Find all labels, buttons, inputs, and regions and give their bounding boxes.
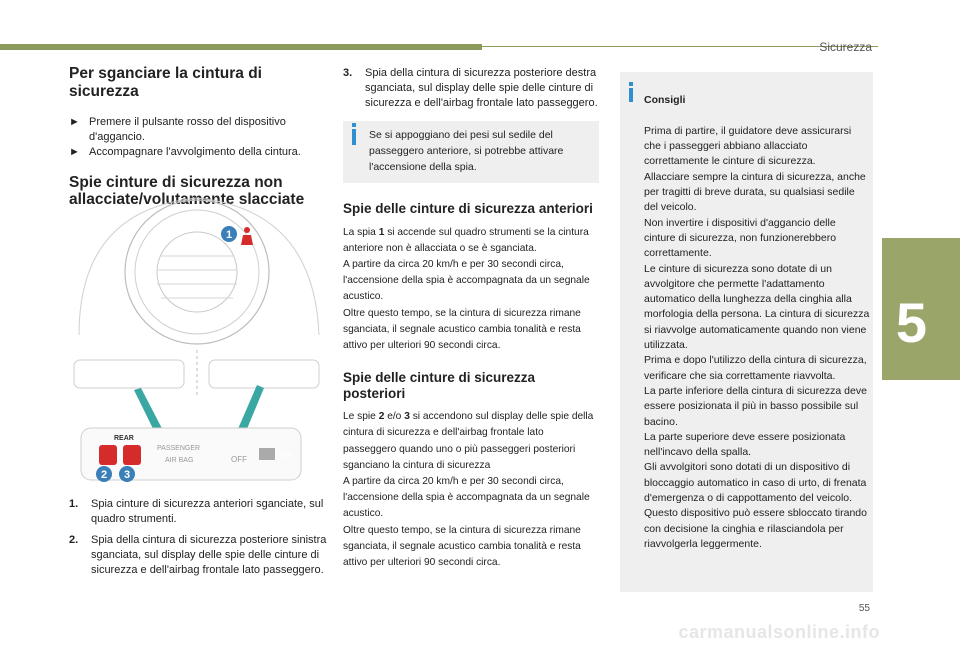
- legend-item: 3. Spia della cintura di sicurezza posteriore destra sganciata, sul display delle spie delle cinture di sicurezza e dell'airbag frontale lato passeggero.: [343, 67, 598, 109]
- info-icon: [629, 82, 633, 86]
- paragraph: Oltre questo tempo, se la cintura di sicurezza rimane sganciata, il segnale acustico cambia tonalità e resta attivo per ulteriori 90 secondi circa.: [343, 307, 581, 351]
- arrow-bullet-icon: ►: [69, 115, 80, 128]
- paragraph: Oltre questo tempo, se la cintura di sicurezza rimane sganciata, il segnale acustico cambia tonalità e resta attivo per ulteriori 90 secondi circa.: [343, 524, 581, 568]
- info-box: Se si appoggiano dei pesi sul sedile del passeggero anteriore, si potrebbe attivare l'accensione della spia.: [343, 121, 599, 183]
- svg-text:3: 3: [123, 469, 131, 481]
- rear-left-belt-lamp-icon: [99, 445, 117, 465]
- advice-box: [620, 72, 873, 592]
- airbag-off-icon: [259, 448, 275, 460]
- legend-item: 2. Spia della cintura di sicurezza posteriore sinistra sganciata, sul display delle spie delle cinture di sicurezza e dell'airbag frontale lato passeggero.: [69, 534, 327, 576]
- watermark: carmanualsonline.info: [678, 622, 880, 642]
- column-middle: [343, 66, 599, 571]
- instrument-illustration: [69, 190, 324, 490]
- paragraph: A partire da circa 20 km/h e per 30 secondi circa, l'accensione della spia è accompagnata da un segnale acustico.: [343, 258, 590, 303]
- paragraph: Le spie 2 e/o 3 si accendono sul display delle spie della cintura di sicurezza e dell'airbag frontale lato passeggero quando uno o più passeggeri posteriori sganciano la cintura di sicurezza: [343, 411, 594, 471]
- svg-text:2: 2: [100, 469, 108, 481]
- bullet-item: ► Accompagnare l'avvolgimento della cintura.: [69, 145, 301, 158]
- svg-text:OFF: OFF: [231, 455, 247, 464]
- advice-text: Prima di partire, il guidatore deve assicurarsi che i passeggeri abbiano allacciato correttamente le cinture di sicurezza. Allacciare sempre la cintura di sicurezza, anche per tragitti di breve durata, su qualsiasi sedile del veicolo. Non invertire i dispositivi d'aggancio delle cinture di sicurezza, non funzionerebbero correttamente. Le cinture di sicurezza sono dotate di un avvolgitore che permette l'adattamento automatico della lunghezza della cinghia alla morfologia della persona. La cintura di sicurezza si riavvolge automaticamente quando non viene utilizzata. Prima e dopo l'utilizzo della cintura di sicurezza, verificare che sia correttamente riavvolta. La parte inferiore della cintura di sicurezza deve essere posizionata il più in basso possibile sul bacino. La parte superiore deve essere posizionata nell'incavo della spalla. Gli avvolgitori sono dotati di un dispositivo di bloccaggio automatico in caso di urto, di frenata d'emergenza o di cappottamento del veicolo. Questo dispositivo può essere sbloccato tirando con decisione la cinghia e rilasciandola per riavvolgerla leggermente.: [644, 124, 870, 550]
- svg-text:REAR: REAR: [114, 435, 134, 442]
- section-title: Sicurezza: [819, 40, 872, 54]
- instrument-cluster-drawing: [79, 198, 319, 344]
- heading-unbuckle: Per sganciare la cintura di sicurezza: [69, 65, 262, 100]
- rear-right-belt-lamp-icon: [123, 445, 141, 465]
- advice-title: Consigli: [644, 94, 686, 107]
- svg-text:PASSENGER: PASSENGER: [157, 445, 201, 452]
- svg-text:ON: ON: [281, 452, 292, 459]
- paragraph: La spia 1 si accende sul quadro strumenti se la cintura anteriore non è allacciata o se è sganciata.: [343, 226, 589, 254]
- legend-item: 1. Spia cinture di sicurezza anteriori sganciate, sul quadro strumenti.: [69, 498, 324, 525]
- page-number: 55: [858, 603, 870, 614]
- chapter-number: 5: [895, 291, 927, 354]
- heading-front-belts: Spie delle cinture di sicurezza anteriori: [343, 201, 593, 216]
- dashboard-vents-drawing: [74, 350, 319, 395]
- callout-1-label: 1: [225, 229, 233, 241]
- arrow-bullet-icon: ►: [69, 145, 80, 158]
- column-left: [69, 65, 329, 209]
- header-accent-bar: [0, 44, 482, 50]
- paragraph: A partire da circa 20 km/h e per 30 secondi circa, l'accensione della spia è accompagnata da un segnale acustico.: [343, 475, 590, 520]
- bullet-item: ► Premere il pulsante rosso del dispositivo d'aggancio.: [69, 115, 286, 143]
- info-icon: [352, 123, 356, 127]
- heading-warning-lamps: Spie cinture di sicurezza non allacciate/volutamente slacciate: [69, 173, 305, 209]
- legend-list: [69, 497, 327, 578]
- svg-text:AIR BAG: AIR BAG: [165, 457, 194, 464]
- heading-rear-belts: Spie delle cinture di sicurezza posteriori: [343, 370, 536, 401]
- seatbelt-display-panel: [81, 428, 301, 480]
